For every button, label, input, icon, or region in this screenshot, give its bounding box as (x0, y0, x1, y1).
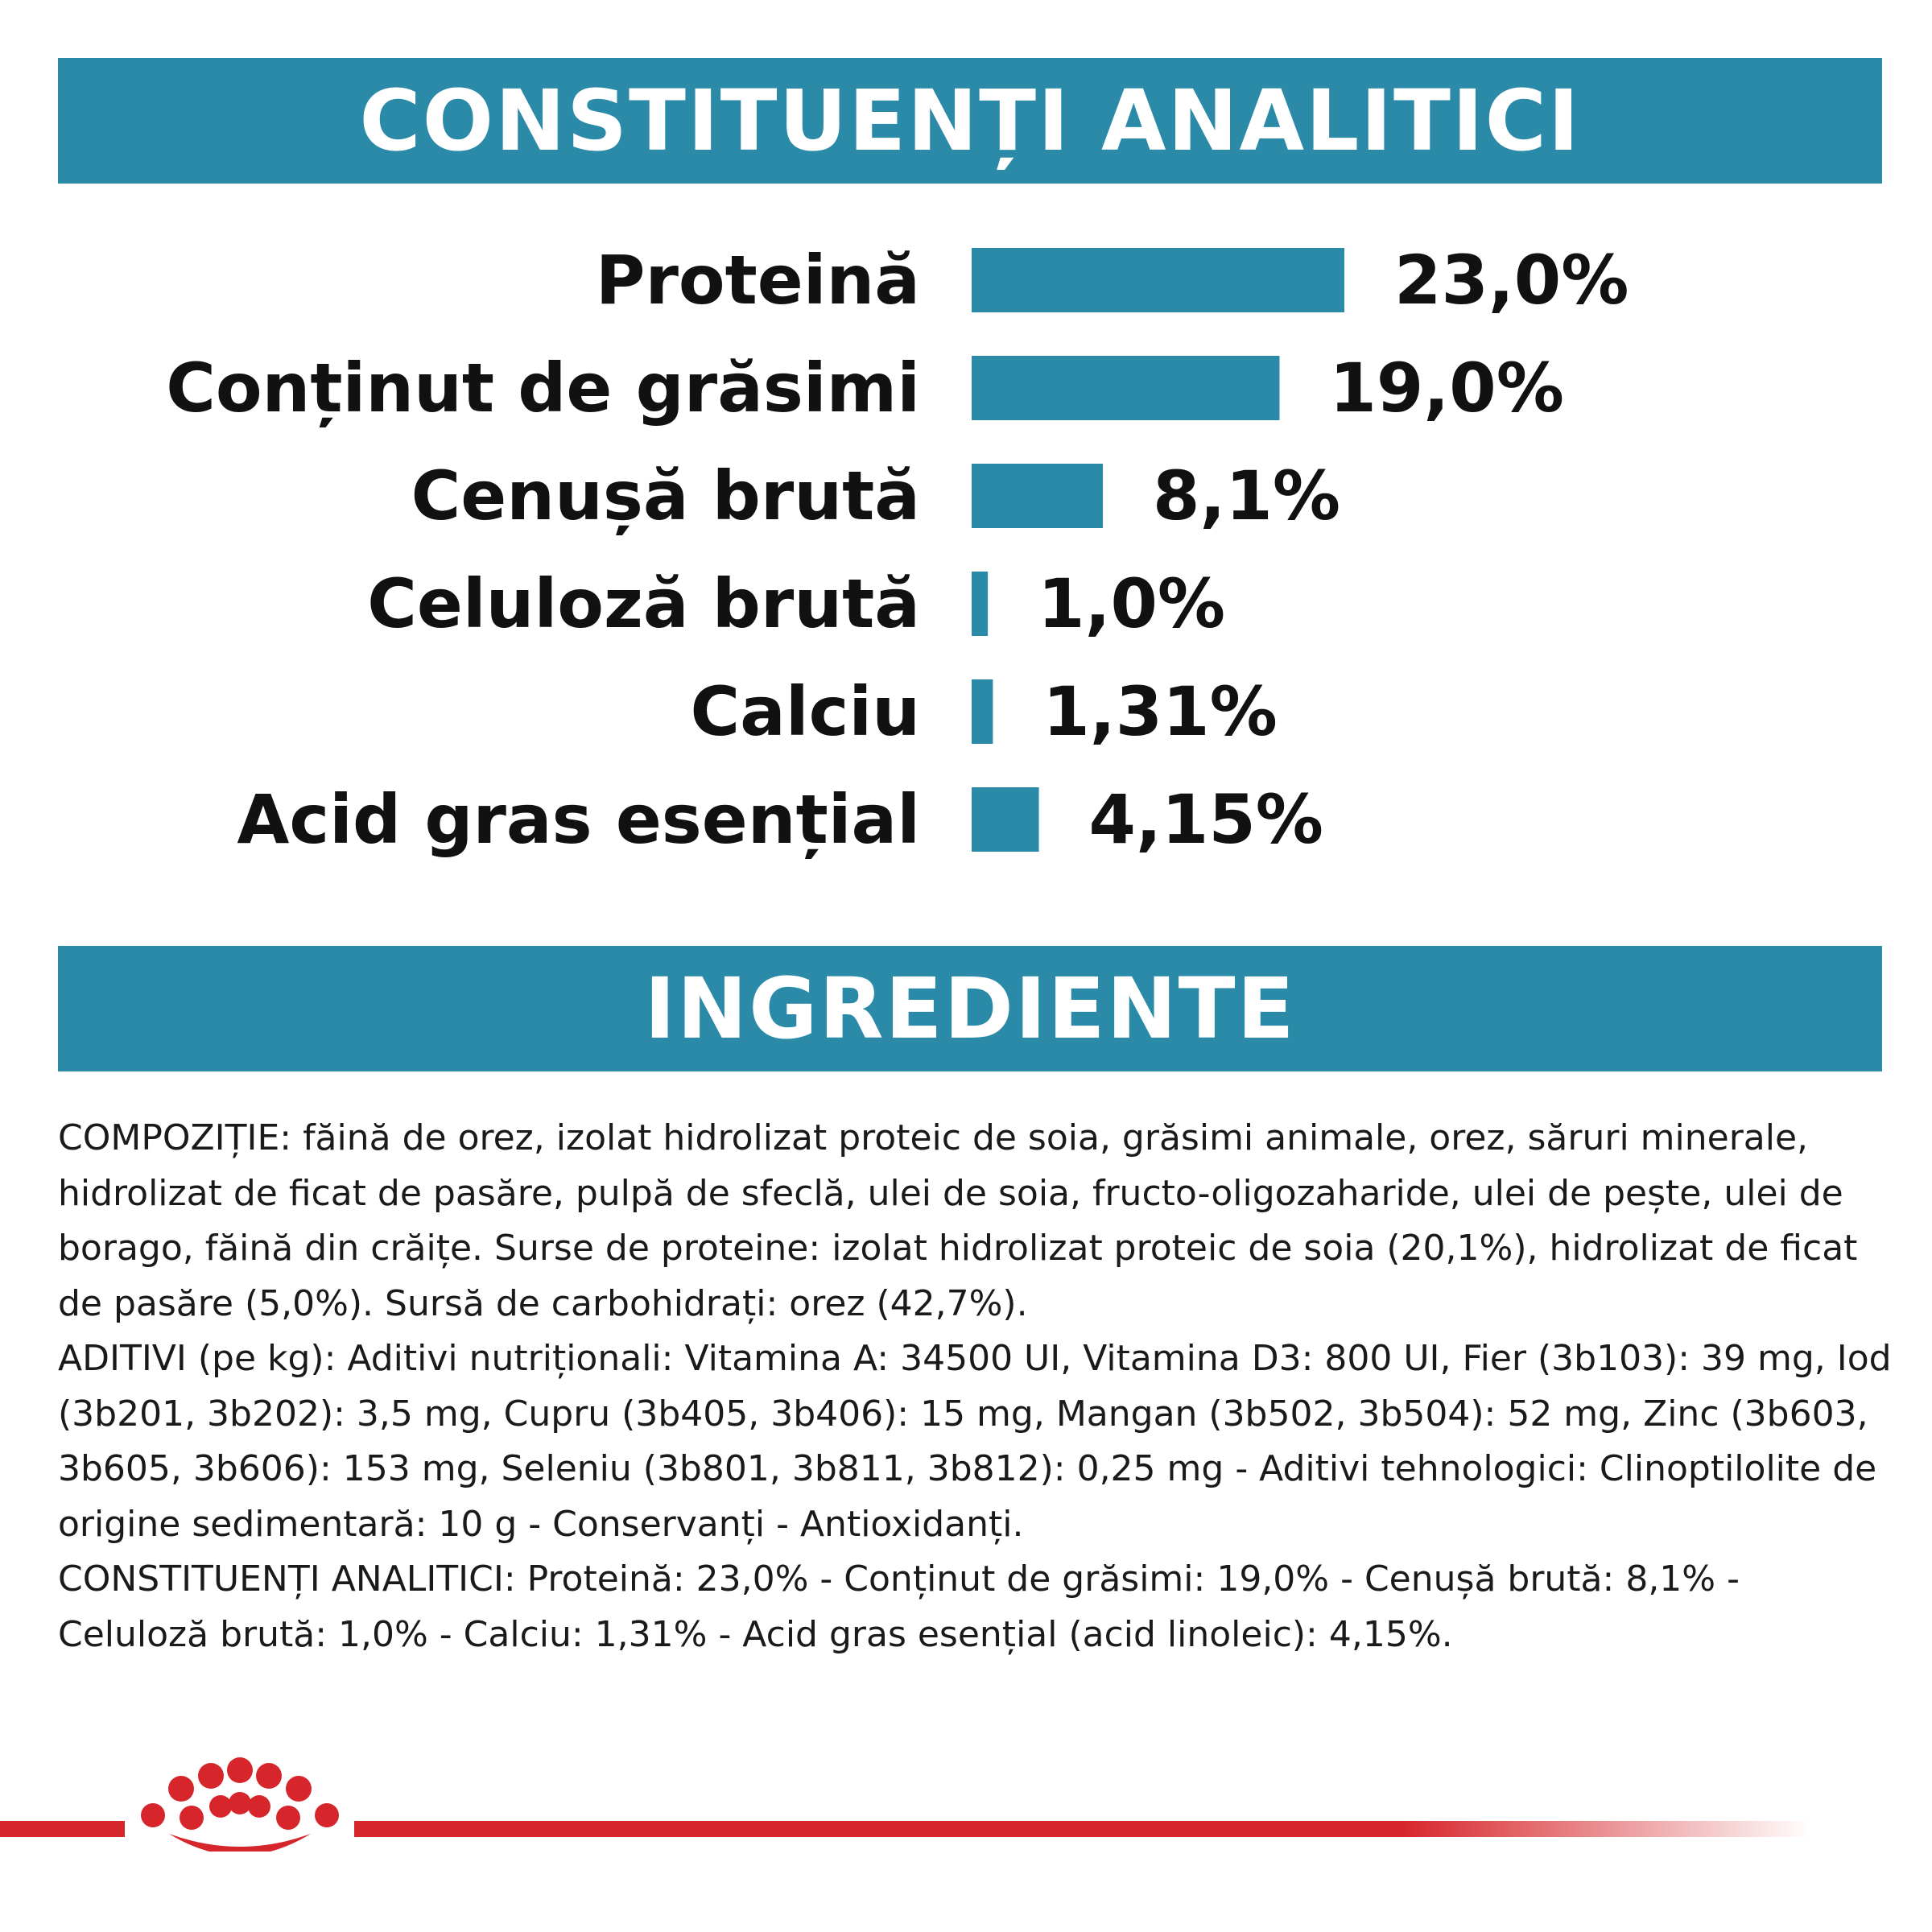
value-label: 4,15% (1088, 780, 1323, 859)
bar (972, 464, 1103, 528)
footer-stripe-left (0, 1821, 125, 1837)
category-label: Calciu (690, 672, 920, 751)
value-label: 8,1% (1153, 456, 1341, 535)
crown-icon (141, 1757, 339, 1830)
crown-base-icon (169, 1834, 311, 1852)
analytics-paragraph: CONSTITUENȚI ANALITICI: Proteină: 23,0% - Conținut de grăsimi: 19,0% - Cenușă brută: 8,1% - Celuloză brută: 1,0% - Calciu: 1,31% - Acid gras esențial (acid linoleic): 4,15%. (58, 1558, 1740, 1655)
value-label: 23,0% (1394, 241, 1629, 320)
bar (972, 572, 988, 636)
category-label: Celuloză brută (367, 564, 920, 643)
category-label: Conținut de grăsimi (166, 349, 920, 427)
category-label: Acid gras esențial (237, 780, 920, 859)
ingredients-header (58, 946, 1882, 1071)
analytics-title: CONSTITUENȚI ANALITICI (359, 72, 1581, 170)
brand-footer (0, 1699, 1932, 1852)
bar (972, 679, 993, 744)
bar (972, 248, 1344, 312)
additives-paragraph: ADITIVI (pe kg): Aditivi nutriționali: Vitamina A: 34500 UI, Vitamina D3: 800 UI, Fier (3b103): 39 mg, Iod (3b201, 3b202): 3,5 mg, Cupru (3b405, 3b406): 15 mg, Mangan (3b502, 3b504): 52 mg, Zinc (3b603, 3b605, 3b606): 153 mg, Seleniu (3b801, 3b811, 3b812): 0,25 mg - Aditivi tehnologici: Clinoptilolite de origine sedimentară: 10 g - Conservanți - Antioxidanți. (58, 1338, 1892, 1545)
nutrient-bar-chart (0, 233, 1932, 877)
category-label: Cenușă brută (411, 456, 920, 535)
ingredients-text (58, 1111, 1893, 1662)
value-label: 1,31% (1042, 672, 1278, 751)
analytics-header (58, 58, 1882, 184)
composition-paragraph: COMPOZIȚIE: făină de orez, izolat hidrolizat proteic de soia, grăsimi animale, orez, săruri minerale, hidrolizat de ficat de pasăre, pulpă de sfeclă, ulei de soia, fructo-oligozaharide, ulei de pește, ulei de borago, făină din crăițe. Surse de proteine: izolat hidrolizat proteic de soia (20,1%), hidrolizat de ficat de pasăre (5,0%). Sursă de carbohidrați: orez (42,7%). (58, 1117, 1858, 1324)
category-label: Proteină (595, 241, 920, 320)
bar (972, 356, 1279, 420)
footer-stripe-right (354, 1821, 1811, 1837)
value-label: 19,0% (1329, 349, 1564, 427)
bar (972, 787, 1039, 852)
ingredients-title: INGREDIENTE (644, 960, 1296, 1058)
value-label: 1,0% (1038, 564, 1226, 643)
